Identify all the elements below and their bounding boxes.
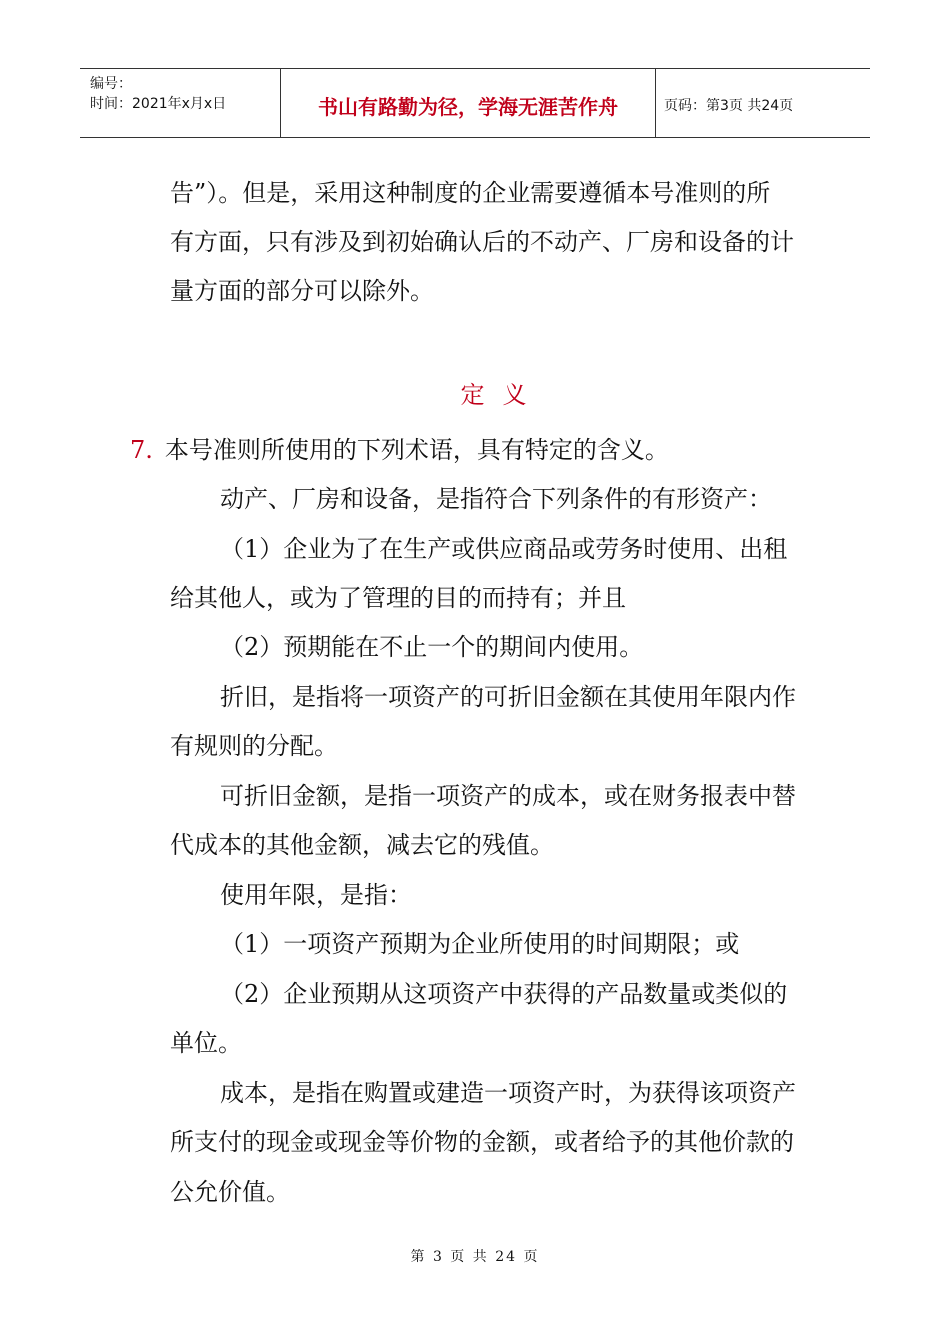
text-line: 有规则的分配。 xyxy=(170,732,338,760)
text-line: 单位。 xyxy=(170,1029,242,1057)
text-line: 所支付的现金或现金等价物的金额，或者给予的其他价款的 xyxy=(170,1128,794,1156)
serial-label: 编号： xyxy=(90,76,132,92)
text-line: 公允价值。 xyxy=(170,1178,290,1206)
item-text: 本号准则所使用的下列术语，具有特定的含义。 xyxy=(164,436,669,464)
page-header xyxy=(80,68,870,138)
text-line: 有方面，只有涉及到初始确认后的不动产、厂房和设备的计 xyxy=(170,228,794,256)
time-label: 时间：2021年x月x日 xyxy=(90,96,227,112)
header-motto-cell xyxy=(280,69,656,137)
header-page-cell xyxy=(654,69,870,137)
text-line: （1）一项资产预期为企业所使用的时间期限；或 xyxy=(220,930,740,958)
header-info-cell xyxy=(80,69,280,137)
text-line: 告”）。但是，采用这种制度的企业需要遵循本号准则的所 xyxy=(170,179,771,207)
motto-text: 书山有路勤为径，学海无涯苦作舟 xyxy=(318,95,618,119)
text-line: 折旧，是指将一项资产的可折旧金额在其使用年限内作 xyxy=(220,683,796,711)
item-line xyxy=(130,430,669,465)
section-title: 定义 xyxy=(460,381,545,409)
text-line: 给其他人，或为了管理的目的而持有；并且 xyxy=(170,584,626,612)
text-line: （2）企业预期从这项资产中获得的产品数量或类似的 xyxy=(220,980,788,1008)
text-line: 成本，是指在购置或建造一项资产时，为获得该项资产 xyxy=(220,1079,796,1107)
text-line: （1）企业为了在生产或供应商品或劳务时使用、出租 xyxy=(220,535,788,563)
text-line: 量方面的部分可以除外。 xyxy=(170,277,434,305)
page-info: 页码：第3页 共24页 xyxy=(664,98,794,114)
text-line: （2）预期能在不止一个的期间内使用。 xyxy=(220,633,644,661)
page-footer: 第 3 页 共 24 页 xyxy=(410,1249,540,1265)
text-line: 代成本的其他金额，减去它的残值。 xyxy=(170,831,554,859)
text-line: 动产、厂房和设备，是指符合下列条件的有形资产： xyxy=(220,485,772,513)
text-line: 使用年限，是指： xyxy=(220,881,412,909)
item-number: 7. xyxy=(130,436,153,464)
text-line: 可折旧金额，是指一项资产的成本，或在财务报表中替 xyxy=(220,782,796,810)
